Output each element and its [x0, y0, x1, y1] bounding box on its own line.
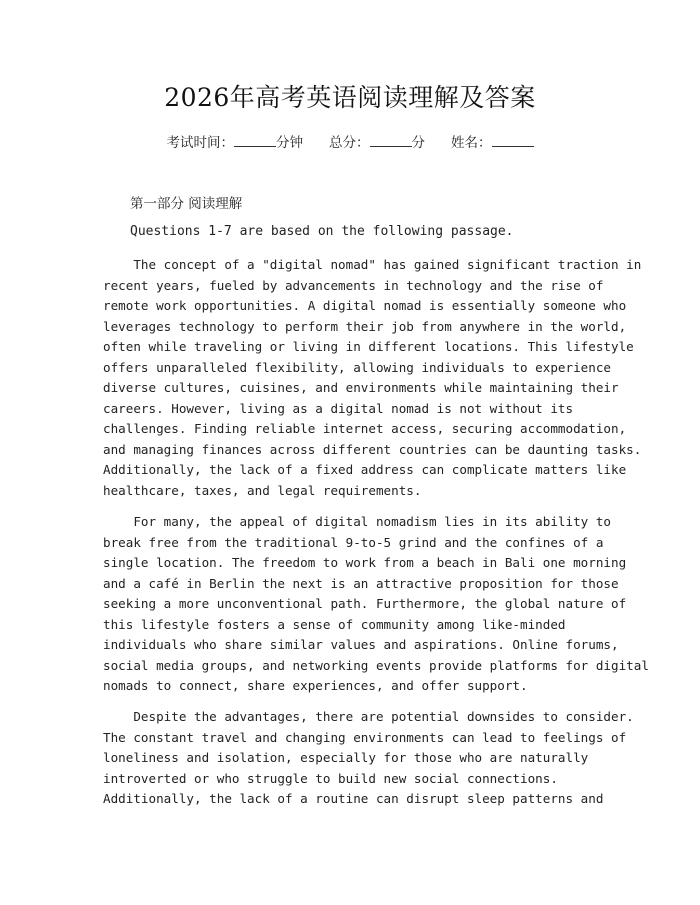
paragraph-line: The constant travel and changing environments can lead to feelings of — [103, 729, 627, 745]
total-score-blank — [370, 133, 412, 147]
paragraph-line: diverse cultures, cuisines, and environments while maintaining their — [103, 380, 619, 395]
passage-paragraph-1 — [103, 255, 642, 501]
paragraph-line: The concept of a "digital nomad" has gained significant traction in — [103, 257, 642, 272]
passage-paragraph-3 — [103, 707, 634, 810]
paragraph-line: loneliness and isolation, especially for those who are naturally — [103, 750, 589, 765]
paragraph-line: challenges. Finding reliable internet access, securing accommodation, — [103, 421, 627, 436]
paragraph-line: nomads to connect, share experiences, and offer support. — [103, 678, 528, 693]
paragraph-line: and a café in Berlin the next is an attractive proposition for those — [103, 575, 619, 591]
paragraph-line: often while traveling or living in different locations. This lifestyle — [103, 339, 634, 354]
paragraph-line: single location. The freedom to work from a beach in Bali one morning — [103, 555, 627, 570]
student-name-field — [451, 131, 534, 151]
section-heading: 第一部分 阅读理解 — [130, 196, 243, 212]
total-score-field — [329, 131, 425, 151]
exam-time-label: 考试时间： — [166, 135, 234, 151]
paragraph-line: offers unparalleled flexibility, allowing individuals to experience — [103, 359, 611, 375]
student-name-blank — [492, 133, 534, 147]
questions-intro: Questions 1-7 are based on the following passage. — [130, 224, 514, 239]
paragraph-line: careers. However, living as a digital nomad is not without its — [103, 400, 574, 416]
exam-meta-line — [0, 131, 700, 151]
paragraph-line: remote work opportunities. A digital nomad is essentially someone who — [103, 298, 627, 313]
exam-time-field — [167, 131, 304, 151]
paragraph-line: Additionally, the lack of a fixed address can complicate matters like — [103, 462, 627, 477]
paragraph-line: Additionally, the lack of a routine can disrupt sleep patterns and — [103, 791, 604, 806]
passage-paragraph-2 — [103, 512, 649, 697]
paragraph-line: this lifestyle fosters a sense of community among like-minded — [103, 616, 566, 632]
paragraph-line: leverages technology to perform their job from anywhere in the world, — [103, 318, 627, 334]
document-title: 2026年高考英语阅读理解及答案 — [164, 83, 536, 112]
paragraph-line: recent years, fueled by advancements in technology and the rise of — [103, 277, 604, 293]
exam-time-unit: 分钟 — [276, 135, 303, 151]
exam-time-blank — [234, 133, 276, 147]
paragraph-line: social media groups, and networking events provide platforms for digital — [103, 657, 649, 673]
paragraph-line: introverted or who struggle to build new social connections. — [103, 770, 558, 786]
paragraph-line: break free from the traditional 9-to-5 grind and the confines of a — [103, 534, 604, 550]
paragraph-line: healthcare, taxes, and legal requirements. — [103, 482, 422, 498]
paragraph-line: and managing finances across different countries can be daunting tasks. — [103, 441, 642, 457]
paragraph-line: Despite the advantages, there are potential downsides to consider. — [103, 709, 634, 724]
paragraph-line: individuals who share similar values and aspirations. Online forums, — [103, 637, 619, 652]
paragraph-line: For many, the appeal of digital nomadism lies in its ability to — [103, 514, 611, 529]
total-score-unit: 分 — [411, 135, 425, 151]
total-score-label: 总分： — [329, 135, 370, 151]
student-name-label: 姓名： — [451, 135, 492, 151]
paragraph-line: seeking a more unconventional path. Furthermore, the global nature of — [103, 596, 627, 611]
